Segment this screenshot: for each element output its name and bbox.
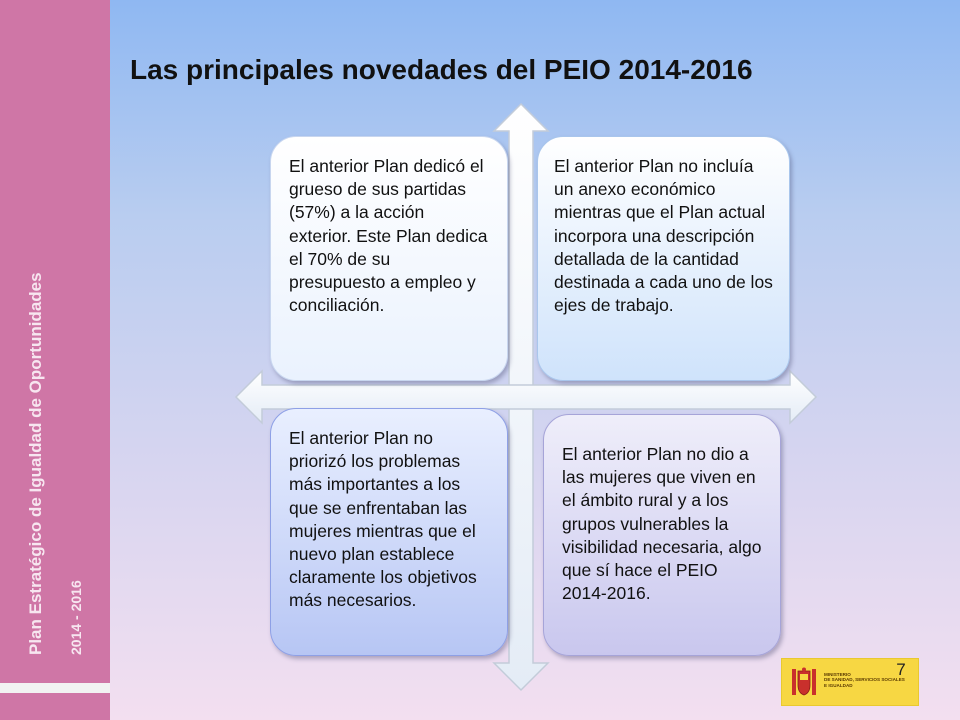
sidebar-title: Plan Estratégico de Igualdad de Oportunidades	[26, 272, 45, 655]
logo-text-line-2: DE SANIDAD, SERVICIOS SOCIALES	[824, 677, 905, 683]
quadrant-bottom-right: El anterior Plan no dio a las mujeres que viven en el ámbito rural y a los grupos vulnerables la visibilidad necesaria, algo que sí hace el PEIO 2014-2016.	[543, 414, 781, 656]
logo-text-line-1: MINISTERIO	[824, 672, 851, 677]
quadrant-top-right: El anterior Plan no incluía un anexo económico mientras que el Plan actual incorpora una descripción detallada de la cantidad destinada a cada uno de los ejes de trabajo.	[537, 136, 790, 381]
sidebar-years: 2014 - 2016	[68, 580, 84, 655]
logo-text-line-3: E IGUALDAD	[824, 682, 853, 688]
coat-of-arms-icon	[790, 667, 818, 697]
slide-title: Las principales novedades del PEIO 2014-2016	[130, 54, 753, 85]
page-number: 7	[896, 660, 906, 679]
quadrant-bottom-left: El anterior Plan no priorizó los problemas más importantes a los que se enfrentaban las mujeres mientras que el nuevo plan establece claramente los objetivos más necesarios.	[270, 408, 508, 656]
quadrant-top-left: El anterior Plan dedicó el grueso de sus partidas (57%) a la acción exterior. Este Plan dedica el 70% de su presupuesto a empleo y conciliación.	[270, 136, 508, 381]
